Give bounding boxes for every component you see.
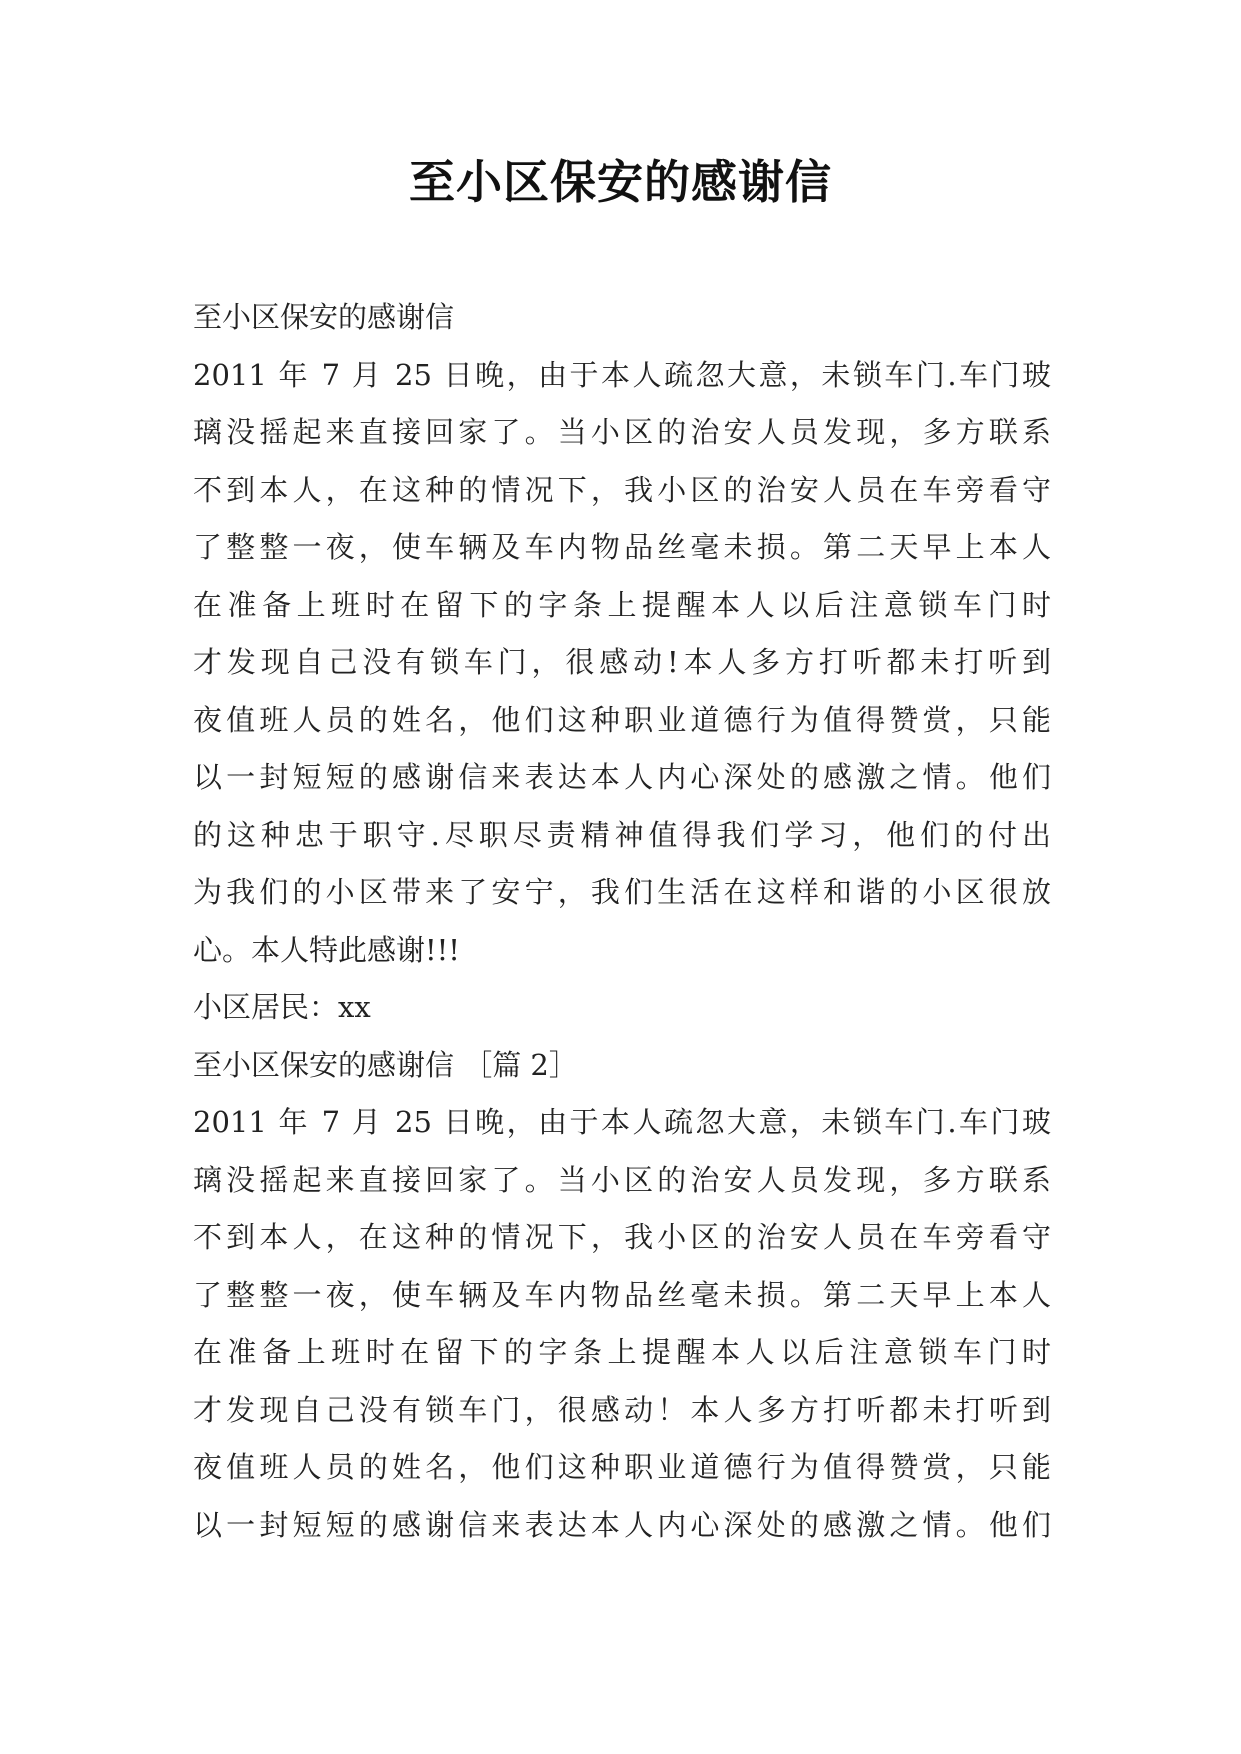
letter-heading: 至小区保安的感谢信 (193, 300, 455, 334)
document-body (193, 289, 1051, 1554)
body-line: 在准备上班时在留下的字条上提醒本人以后注意锁车门时 (193, 587, 1051, 622)
body-line: 在准备上班时在留下的字条上提醒本人以后注意锁车门时 (193, 1335, 1051, 1369)
body-line: 的这种忠于职守.尽职尽责精神值得我们学习，他们的付出 (193, 817, 1051, 852)
body-line: 2011 年 7 月 25 日晚，由于本人疏忽大意，未锁车门.车门玻 (193, 1105, 1051, 1139)
body-line: 了整整一夜，使车辆及车内物品丝毫未损。第二天早上本人 (193, 1277, 1051, 1312)
body-line: 为我们的小区带来了安宁，我们生活在这样和谐的小区很放 (193, 875, 1051, 909)
signature-line: 小区居民：xx (193, 990, 371, 1024)
body-line: 夜值班人员的姓名，他们这种职业道德行为值得赞赏，只能 (193, 702, 1051, 737)
body-line: 以一封短短的感谢信来表达本人内心深处的感激之情。他们 (193, 1507, 1051, 1542)
body-line: 才发现自己没有锁车门，很感动！本人多方打听都未打听到 (193, 1392, 1051, 1427)
body-line: 才发现自己没有锁车门，很感动!本人多方打听都未打听到 (193, 645, 1051, 679)
body-line: 2011 年 7 月 25 日晚，由于本人疏忽大意，未锁车门.车门玻 (193, 357, 1051, 392)
body-line: 心。本人特此感谢!!! (193, 932, 460, 967)
body-line: 了整整一夜，使车辆及车内物品丝毫未损。第二天早上本人 (193, 530, 1051, 564)
body-line: 璃没摇起来直接回家了。当小区的治安人员发现，多方联系 (193, 415, 1051, 449)
body-line: 璃没摇起来直接回家了。当小区的治安人员发现，多方联系 (193, 1162, 1051, 1197)
body-line: 不到本人，在这种的情况下，我小区的治安人员在车旁看守 (193, 1220, 1051, 1254)
body-line: 以一封短短的感谢信来表达本人内心深处的感激之情。他们 (193, 760, 1051, 794)
body-line: 不到本人，在这种的情况下，我小区的治安人员在车旁看守 (193, 472, 1051, 507)
section-heading: 至小区保安的感谢信 ［篇 2］ (193, 1047, 578, 1082)
body-line: 夜值班人员的姓名，他们这种职业道德行为值得赞赏，只能 (193, 1450, 1051, 1484)
document-title: 至小区保安的感谢信 (409, 155, 832, 209)
